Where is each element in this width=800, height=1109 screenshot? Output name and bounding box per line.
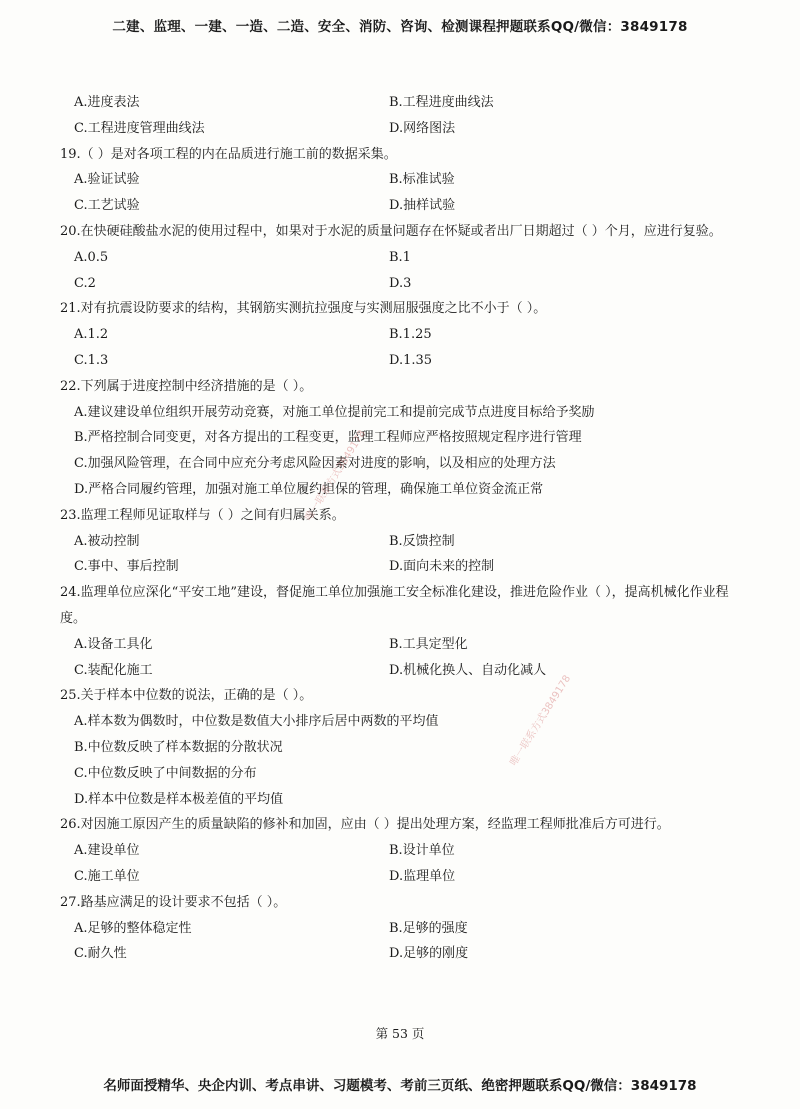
option-row [60,245,740,271]
option-row [60,322,740,348]
question-26: 26.对因施工原因产生的质量缺陷的修补和加固，应由（ ）提出处理方案，经监理工程师批准后方可进行。 [60,817,670,833]
watermark: 唯一联系方式3849178 [508,673,574,768]
option-d: D.面向未来的控制 [389,559,495,575]
question-22: 22.下列属于进度控制中经济措施的是（ ）。 [60,378,313,394]
option-row [60,632,740,658]
option-d: D.足够的刚度 [389,946,469,962]
option-row [60,529,740,555]
question-25: 25.关于样本中位数的说法，正确的是（ ）。 [60,688,313,704]
option-c: C.事中、事后控制 [74,559,179,575]
option-a: A.建设单位 [74,843,140,859]
option-c: C.中位数反映了中间数据的分布 [74,765,257,781]
option-row [60,116,740,142]
option-row [60,271,740,297]
option-b: B.工具定型化 [389,636,468,652]
option-d: D.网络图法 [389,120,456,136]
watermark: 唯一联系方式3849178 [303,428,369,523]
option-c: C.工程进度管理曲线法 [74,120,205,136]
option-d: D.抽样试验 [389,198,456,214]
option-row [60,916,740,942]
option-b: B.工程进度曲线法 [389,95,494,110]
option-row [60,193,740,219]
option-d: D.1.35 [389,352,433,368]
option-c: C.加强风险管理，在合同中应充分考虑风险因素对进度的影响，以及相应的处理方法 [74,456,556,472]
question-19: 19.（ ）是对各项工程的内在品质进行施工前的数据采集。 [60,146,397,162]
option-row [60,554,740,580]
option-row [60,658,740,684]
option-a: A.1.2 [74,327,109,343]
option-b: B.反馈控制 [389,533,455,549]
question-21: 21.对有抗震设防要求的结构，其钢筋实测抗拉强度与实测屈服强度之比不小于（ ）。 [60,301,547,317]
option-c: C.2 [74,275,96,291]
option-row [60,838,740,864]
question-23: 23.监理工程师见证取样与（ ）之间有归属关系。 [60,507,345,523]
option-a: A.建议建设单位组织开展劳动竞赛，对施工单位提前完工和提前完成节点进度目标给予奖励 [74,404,595,420]
option-c: C.施工单位 [74,868,140,884]
option-c: C.耐久性 [74,946,127,962]
option-b: B.1.25 [389,327,432,343]
option-b: B.足够的强度 [389,920,468,936]
question-27: 27.路基应满足的设计要求不包括（ ）。 [60,894,287,910]
option-a: A.样本数为偶数时，中位数是数值大小排序后居中两数的平均值 [74,714,439,730]
page-footer: 名师面授精华、央企内训、考点串讲、习题模考、考前三页纸、绝密押题联系QQ/微信：3849178 [103,1078,697,1094]
option-a: A.设备工具化 [74,636,153,652]
option-d: D.3 [389,275,412,291]
option-a: A.足够的整体稳定性 [74,920,192,936]
question-20: 20.在快硬硅酸盐水泥的使用过程中，如果对于水泥的质量问题存在怀疑或者出厂日期超过（ ）个月，应进行复验。 [60,223,722,239]
option-d: D.样本中位数是样本极差值的平均值 [74,791,284,807]
option-b: B.1 [389,249,411,265]
option-d: D.机械化换人、自动化减人 [389,662,547,678]
question-list [60,90,740,967]
option-b: B.设计单位 [389,843,455,859]
option-row [60,864,740,890]
option-row [60,90,740,116]
option-b: B.严格控制合同变更，对各方提出的工程变更，监理工程师应严格按照规定程序进行管理 [74,430,582,446]
option-a: A.被动控制 [74,533,140,549]
option-b: B.标准试验 [389,172,455,188]
option-c: C.工艺试验 [74,198,140,214]
question-24: 24.监理单位应深化“平安工地”建设，督促施工单位加强施工安全标准化建设，推进危险作业（ ），提高机械化作业程度。 [60,585,729,626]
option-a: A.0.5 [74,249,109,265]
page-number: 第 53 页 [375,1026,425,1041]
option-c: C.1.3 [74,352,109,368]
option-row [60,348,740,374]
option-b: B.中位数反映了样本数据的分散状况 [74,739,283,755]
option-d: D.严格合同履约管理，加强对施工单位履约担保的管理，确保施工单位资金流正常 [74,481,544,497]
option-row [60,941,740,967]
option-a: A.验证试验 [74,172,140,188]
option-row [60,167,740,193]
option-d: D.监理单位 [389,868,456,884]
option-c: C.装配化施工 [74,662,153,678]
option-a: A.进度表法 [74,95,140,110]
page-header: 二建、监理、一建、一造、二造、安全、消防、咨询、检测课程押题联系QQ/微信：3849178 [112,19,688,35]
